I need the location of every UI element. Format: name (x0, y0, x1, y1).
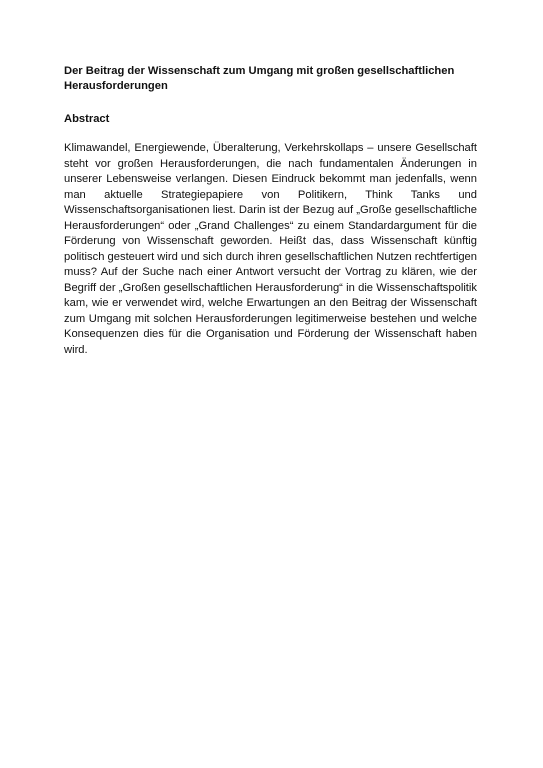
abstract-heading: Abstract (64, 113, 110, 125)
document-content (64, 64, 477, 358)
document-title: Der Beitrag der Wissenschaft zum Umgang mit großen gesellschaftlichen Herausforderungen (64, 65, 455, 92)
abstract-text: Klimawandel, Energiewende, Überalterung, Verkehrskollaps – unsere Gesellschaft steht vor großen Herausforderungen, die nach fundamentalen Änderungen in unserer Lebensweise verlangen. Diesen Eindruck bekommt man jedenfalls, wenn man aktuelle Strategiepapiere von Politikern, Think Tanks und Wissenschaftsorganisationen liest. Darin ist der Bezug auf „Große gesellschaftliche Herausforderungen“ oder „Grand Challenges“ zu einem Standardargument für die Förderung von Wissenschaft geworden. Heißt das, dass Wissenschaft künftig politisch gesteuert wird und sich durch ihren gesellschaftlichen Nutzen rechtfertigen muss? Auf der Suche nach einer Antwort versucht der Vortrag zu klären, wie der Begriff der „Großen gesellschaftlichen Herausforderung“ in die Wissenschaftspolitik kam, wie er verwendet wird, welche Erwartungen an den Beitrag der Wissenschaft zum Umgang mit solchen Herausforderungen legitimerweise bestehen und welche Konsequenzen dies für die Organisation und Förderung der Wissenschaft haben wird. (64, 142, 477, 356)
